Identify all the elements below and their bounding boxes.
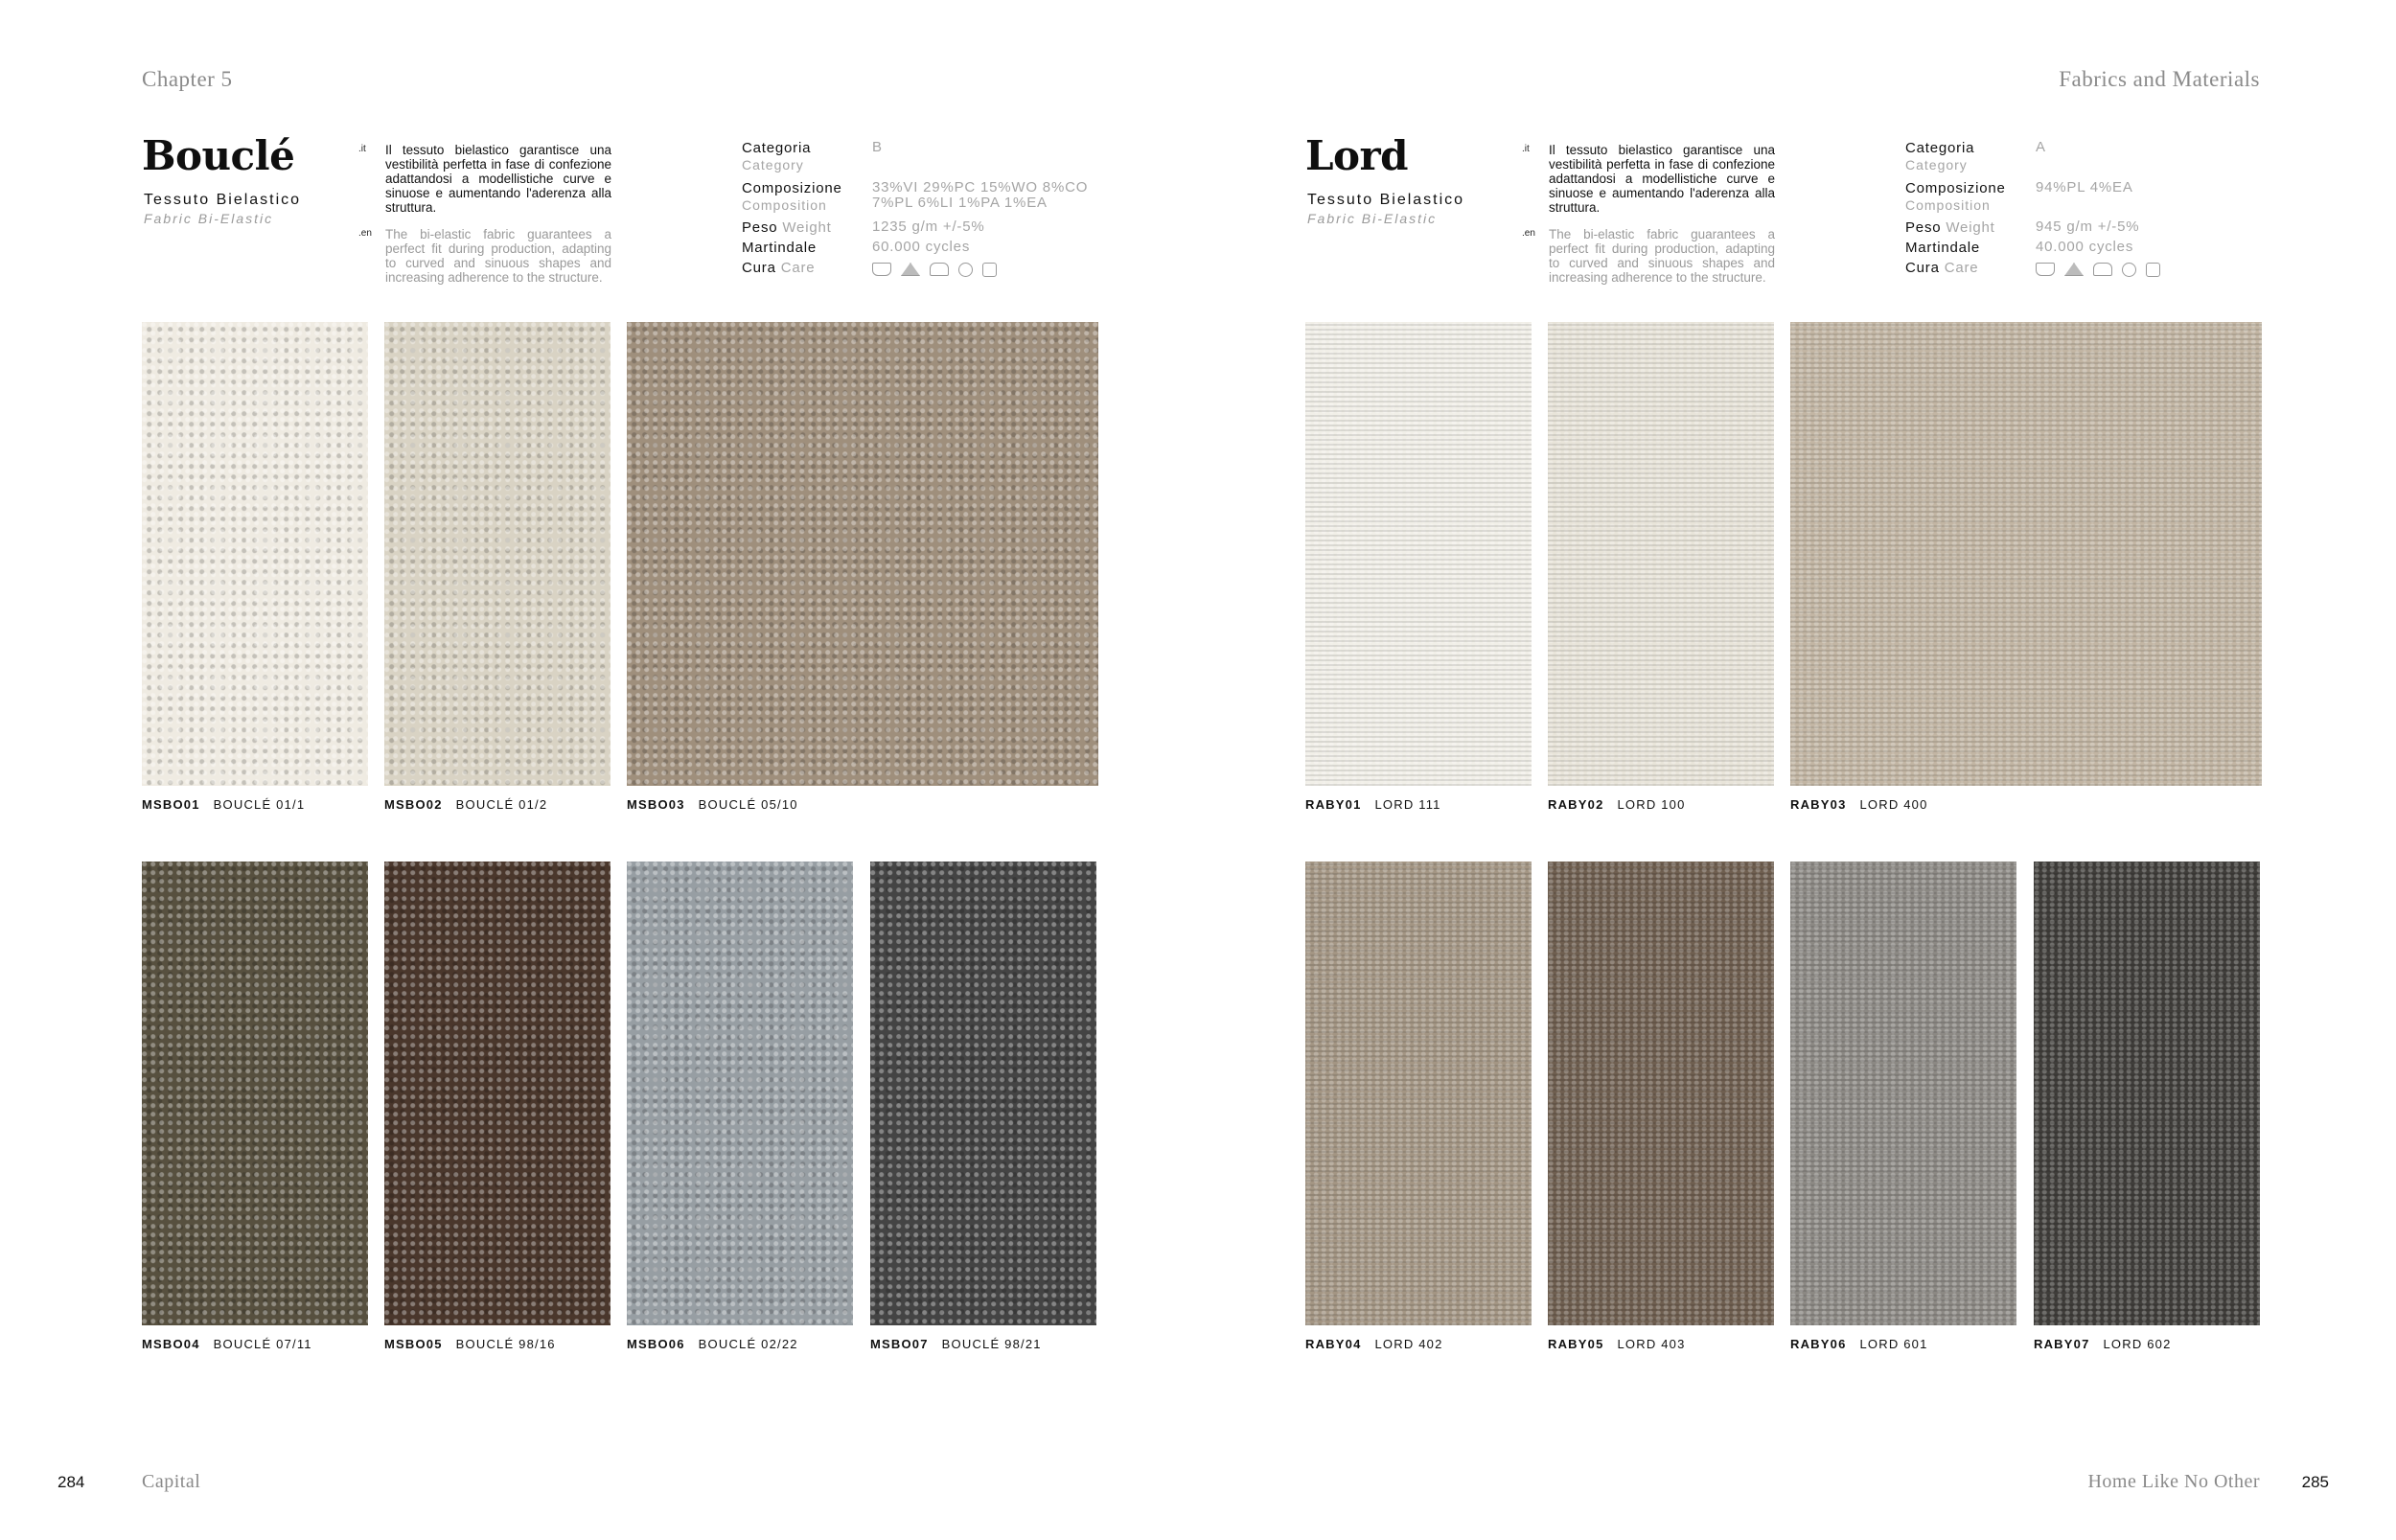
description-it: Il tessuto bielastico garantisce una vestibilità perfetta in fase di confezione adattandosi a modellistiche curve e sinuose e aumentando l'aderenza alla struttura.: [1549, 143, 1775, 215]
no-bleach-icon: [2064, 263, 2084, 276]
spec-weight-value: 945 g/m +/-5%: [2036, 218, 2140, 235]
spec-category-value: A: [2036, 139, 2046, 155]
care-icons: [2036, 263, 2160, 277]
iron-icon: [930, 263, 949, 276]
fabric-subtitle-it: Tessuto Bielastico: [1307, 192, 1465, 208]
description-en: The bi-elastic fabric guarantees a perfect fit during production, adapting to curved and sinuous shapes and increasing adherence to the structure.: [1549, 227, 1775, 285]
spec-composition-value: 33%VI 29%PC 15%WO 8%CO 7%PL 6%LI 1%PA 1%EA: [872, 179, 1089, 211]
footer-brand-left: Capital: [142, 1471, 201, 1492]
iron-icon: [2093, 263, 2112, 276]
description-it: Il tessuto bielastico garantisce una vestibilità perfetta in fase di confezione adattandosi a modellistiche curve e sinuose e aumentando l'aderenza alla struttura.: [385, 143, 611, 215]
no-wash-icon: [2036, 263, 2055, 276]
swatch-msbo02: [384, 322, 611, 786]
swatch-caption: RABY06 LORD 601: [1790, 1337, 1928, 1351]
lang-marker-en: .en: [358, 228, 372, 239]
lang-marker-it: .it: [358, 144, 366, 154]
no-bleach-icon: [901, 263, 920, 276]
spec-weight-label: Peso Weight: [1905, 219, 1995, 236]
swatch-caption: RABY02 LORD 100: [1548, 797, 1686, 812]
fabric-subtitle-en: Fabric Bi-Elastic: [144, 211, 274, 226]
swatch-caption: MSBO05 BOUCLÉ 98/16: [384, 1337, 556, 1351]
spec-composition-label: Composizione Composition: [742, 180, 842, 213]
swatch-caption: RABY03 LORD 400: [1790, 797, 1928, 812]
swatch-caption: MSBO03 BOUCLÉ 05/10: [627, 797, 798, 812]
spec-martindale-value: 60.000 cycles: [872, 239, 971, 255]
fabric-subtitle-it: Tessuto Bielastico: [144, 192, 302, 208]
swatch-caption: MSBO07 BOUCLÉ 98/21: [870, 1337, 1042, 1351]
spec-care-label: Cura Care: [1905, 260, 1979, 276]
care-icons: [872, 263, 997, 277]
swatch-caption: RABY05 LORD 403: [1548, 1337, 1686, 1351]
page-number-right: 285: [2301, 1473, 2329, 1491]
spec-weight-label: Peso Weight: [742, 219, 832, 236]
footer-brand-right: Home Like No Other: [2087, 1471, 2260, 1492]
spec-category-label: Categoria Category: [1905, 140, 1975, 172]
lang-marker-it: .it: [1522, 144, 1530, 154]
fabric-title: Lord: [1305, 132, 1409, 179]
spec-martindale-value: 40.000 cycles: [2036, 239, 2134, 255]
swatch-msbo04: [142, 862, 368, 1325]
swatch-msbo07: [870, 862, 1096, 1325]
swatch-caption: MSBO01 BOUCLÉ 01/1: [142, 797, 306, 812]
swatch-raby03: [1790, 322, 2262, 786]
spec-martindale-label: Martindale: [742, 240, 818, 256]
dry-clean-icon: [958, 263, 973, 277]
swatch-msbo06: [627, 862, 853, 1325]
swatch-raby04: [1305, 862, 1532, 1325]
swatch-raby01: [1305, 322, 1532, 786]
swatch-msbo01: [142, 322, 368, 786]
swatch-raby07: [2034, 862, 2260, 1325]
lang-marker-en: .en: [1522, 228, 1535, 239]
swatch-caption: RABY04 LORD 402: [1305, 1337, 1443, 1351]
swatch-caption: MSBO06 BOUCLÉ 02/22: [627, 1337, 798, 1351]
chapter-header: Chapter 5: [142, 67, 233, 91]
spec-weight-value: 1235 g/m +/-5%: [872, 218, 985, 235]
no-dry-clean-icon: [2122, 263, 2136, 277]
swatch-raby05: [1548, 862, 1774, 1325]
swatch-raby02: [1548, 322, 1774, 786]
spec-martindale-label: Martindale: [1905, 240, 1981, 256]
no-tumble-dry-icon: [2146, 263, 2160, 277]
spec-care-label: Cura Care: [742, 260, 816, 276]
fabric-title: Bouclé: [142, 132, 295, 179]
section-header: Fabrics and Materials: [2059, 67, 2260, 91]
swatch-caption: MSBO04 BOUCLÉ 07/11: [142, 1337, 312, 1351]
description-en: The bi-elastic fabric guarantees a perfect fit during production, adapting to curved and sinuous shapes and increasing adherence to the structure.: [385, 227, 611, 285]
swatch-caption: RABY07 LORD 602: [2034, 1337, 2172, 1351]
swatch-caption: RABY01 LORD 111: [1305, 797, 1441, 812]
swatch-caption: MSBO02 BOUCLÉ 01/2: [384, 797, 548, 812]
tumble-dry-icon: [982, 263, 997, 277]
spec-composition-label: Composizione Composition: [1905, 180, 2006, 213]
swatch-raby06: [1790, 862, 2016, 1325]
spec-composition-value: 94%PL 4%EA: [2036, 179, 2133, 195]
spec-category-value: B: [872, 139, 883, 155]
swatch-msbo03: [627, 322, 1098, 786]
fabric-subtitle-en: Fabric Bi-Elastic: [1307, 211, 1438, 226]
swatch-msbo05: [384, 862, 611, 1325]
wash-icon: [872, 263, 891, 276]
spec-category-label: Categoria Category: [742, 140, 812, 172]
page-number-left: 284: [58, 1473, 85, 1491]
